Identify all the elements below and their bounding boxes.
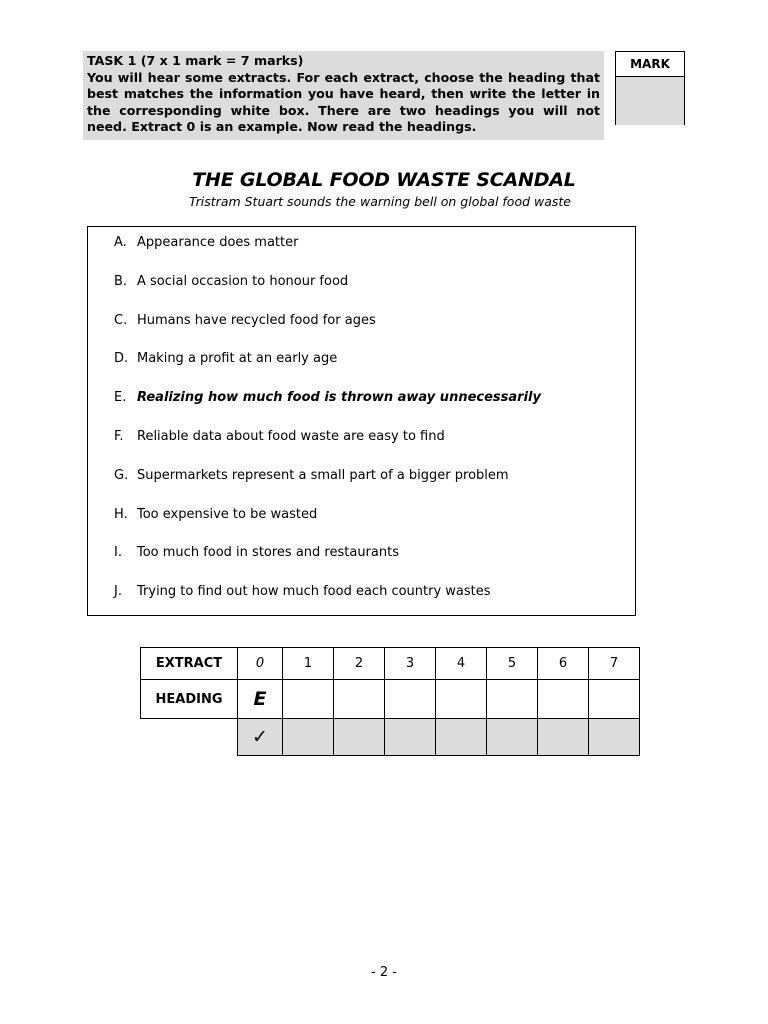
heading-item-b (114, 274, 348, 290)
task-instructions-box (83, 51, 604, 140)
answer-box-3[interactable] (385, 680, 436, 719)
heading-letter: G. (114, 468, 129, 483)
heading-answer-row (141, 680, 640, 719)
heading-text: Reliable data about food waste are easy to find (137, 429, 445, 444)
example-check-icon: ✓ (238, 719, 283, 756)
blank-cell (141, 719, 238, 756)
answer-box-5[interactable] (487, 680, 538, 719)
extract-number: 7 (589, 648, 640, 680)
example-answer: E (238, 680, 283, 719)
extract-row (141, 648, 640, 680)
heading-letter: F. (114, 429, 124, 444)
heading-letter: E. (114, 390, 127, 405)
answer-box-1[interactable] (283, 680, 334, 719)
answer-box-2[interactable] (334, 680, 385, 719)
answer-box-4[interactable] (436, 680, 487, 719)
extract-number: 3 (385, 648, 436, 680)
heading-letter: J. (114, 584, 122, 599)
heading-text: Making a profit at an early age (137, 351, 338, 366)
heading-text: Trying to find out how much food each country wastes (137, 584, 491, 599)
heading-letter: I. (114, 545, 122, 560)
heading-text: Humans have recycled food for ages (137, 313, 376, 328)
article-title: THE GLOBAL FOOD WASTE SCANDAL (192, 169, 576, 191)
marking-box-4[interactable] (436, 719, 487, 756)
page-number: - 2 - (371, 965, 397, 980)
heading-letter: H. (114, 507, 128, 522)
extract-number: 1 (283, 648, 334, 680)
heading-item-g (114, 468, 509, 484)
answer-box-7[interactable] (589, 680, 640, 719)
heading-letter: D. (114, 351, 129, 366)
heading-item-e-example (114, 390, 541, 406)
marking-box-7[interactable] (589, 719, 640, 756)
heading-item-c (114, 313, 376, 329)
heading-item-f (114, 429, 445, 445)
heading-item-i (114, 545, 399, 561)
heading-item-j (114, 584, 491, 600)
extract-label: EXTRACT (141, 648, 238, 680)
heading-text: Too expensive to be wasted (137, 507, 318, 522)
marking-box-2[interactable] (334, 719, 385, 756)
heading-letter: B. (114, 274, 128, 289)
marking-box-5[interactable] (487, 719, 538, 756)
marking-row (141, 719, 640, 756)
extract-number: 2 (334, 648, 385, 680)
marking-box-1[interactable] (283, 719, 334, 756)
heading-item-d (114, 351, 337, 367)
mark-label: MARK (616, 52, 684, 77)
extract-number: 6 (538, 648, 589, 680)
heading-text: Too much food in stores and restaurants (137, 545, 399, 560)
marking-box-3[interactable] (385, 719, 436, 756)
extract-number: 4 (436, 648, 487, 680)
heading-text: A social occasion to honour food (137, 274, 349, 289)
headings-list (87, 226, 636, 616)
heading-label: HEADING (141, 680, 238, 719)
heading-item-a (114, 235, 298, 251)
task-title: TASK 1 (7 x 1 mark = 7 marks) (87, 53, 304, 68)
heading-text: Realizing how much food is thrown away unnecessarily (137, 390, 541, 405)
example-extract-number: 0 (238, 648, 283, 680)
extract-number: 5 (487, 648, 538, 680)
heading-letter: C. (114, 313, 128, 328)
answer-box-6[interactable] (538, 680, 589, 719)
heading-text: Appearance does matter (137, 235, 299, 250)
mark-field[interactable] (616, 77, 684, 125)
heading-letter: A. (114, 235, 127, 250)
marking-box-6[interactable] (538, 719, 589, 756)
answer-table (140, 647, 640, 756)
mark-box (615, 51, 685, 125)
article-subtitle: Tristram Stuart sounds the warning bell on global food waste (188, 194, 571, 209)
task-instructions: You will hear some extracts. For each extract, choose the heading that best matches the information you have heard, then write the letter in the corresponding white box. There are two headings you will not need. Extract 0 is an example. Now read the headings. (87, 69, 600, 134)
heading-text: Supermarkets represent a small part of a bigger problem (137, 468, 509, 483)
heading-item-h (114, 507, 317, 523)
